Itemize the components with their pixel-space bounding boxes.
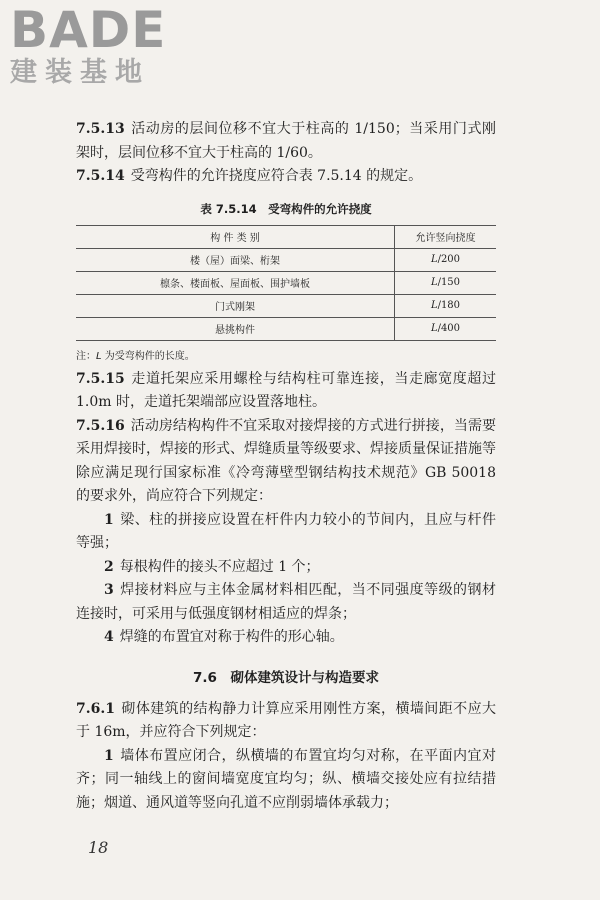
table-row (76, 271, 496, 294)
clause-text: 活动房的层间位移不宜大于柱高的 1/150；当采用门式刚架时，层间位移不宜大于柱高的 1/60。 (76, 121, 496, 161)
table-row (76, 317, 496, 340)
clause-text: 砌体建筑的结构静力计算应采用刚性方案，横墙间距不应大于 16m，并应符合下列规定： (76, 700, 496, 740)
row-limit: L/200 (395, 248, 497, 271)
row-category: 楼（屋）面梁、桁架 (76, 248, 395, 271)
list-item: 2 每根构件的接头不应超过 1 个； (104, 558, 320, 575)
clause-text: 活动房结构构件不宜采取对接焊接的方式进行拼接，当需要采用焊接时，焊接的形式、焊缝质量等级要求、焊接质量保证措施等除应满足现行国家标准《冷弯薄壁型钢结构技术规范》GB 50018 的要求外，尚应符合下列规定： (76, 417, 496, 504)
logo-subtitle: 建装基地 (10, 57, 150, 88)
clause-7-5-14 (76, 165, 496, 189)
list-item: 1 墙体布置应闭合，纵横墙的布置宜均匀对称，在平面内宜对齐；同一轴线上的窗间墙宽度宜均匀；纵、横墙交接处应有拉结措施；烟道、通风道等竖向孔道不应削弱墙体承载力； (76, 747, 496, 811)
clause-number: 7.6.1 (76, 700, 115, 717)
clause-text: 走道托架应采用螺栓与结构柱可靠连接，当走廊宽度超过 1.0m 时，走道托架端部应设置落地柱。 (76, 370, 496, 410)
page-number: 18 (88, 838, 109, 857)
row-limit: L/180 (395, 294, 497, 317)
section-heading: 7.6 砌体建筑设计与构造要求 (193, 669, 379, 686)
clause-number: 7.5.15 (76, 370, 125, 387)
header-category: 构 件 类 别 (76, 225, 395, 248)
clause-7-5-13 (76, 118, 496, 165)
clause-7-5-16 (76, 415, 496, 509)
bade-logo (10, 1, 190, 88)
clause-7-5-15 (76, 368, 496, 415)
table-row (76, 294, 496, 317)
list-item: 4 焊缝的布置宜对称于构件的形心轴。 (104, 629, 344, 645)
row-category: 门式刚架 (76, 294, 395, 317)
clause-number: 7.5.14 (76, 168, 125, 184)
clause-number: 7.5.16 (76, 417, 125, 434)
table-header-row (76, 225, 496, 248)
row-category: 檩条、楼面板、屋面板、围护墙板 (76, 271, 395, 294)
table-row (76, 248, 496, 271)
clause-text: 受弯构件的允许挠度应符合表 7.5.14 的规定。 (130, 168, 423, 184)
clause-number: 7.5.13 (76, 121, 125, 137)
row-limit: L/150 (395, 271, 497, 294)
logo-brand: BADE (10, 1, 167, 59)
deflection-table (76, 225, 496, 341)
table-note: 注：L 为受弯构件的长度。 (76, 350, 195, 362)
table-title: 表 7.5.14 受弯构件的允许挠度 (200, 201, 372, 216)
page-content (76, 118, 496, 815)
clause-7-6-1 (76, 698, 496, 745)
list-item: 3 焊接材料应与主体金属材料相匹配，当不同强度等级的钢材连接时，可采用与低强度钢材相适应的焊条； (76, 582, 496, 622)
list-item: 1 梁、柱的拼接应设置在杆件内力较小的节间内，且应与杆件等强； (76, 511, 496, 551)
header-limit: 允许竖向挠度 (395, 225, 497, 248)
row-category: 悬挑构件 (76, 317, 395, 340)
row-limit: L/400 (395, 317, 497, 340)
